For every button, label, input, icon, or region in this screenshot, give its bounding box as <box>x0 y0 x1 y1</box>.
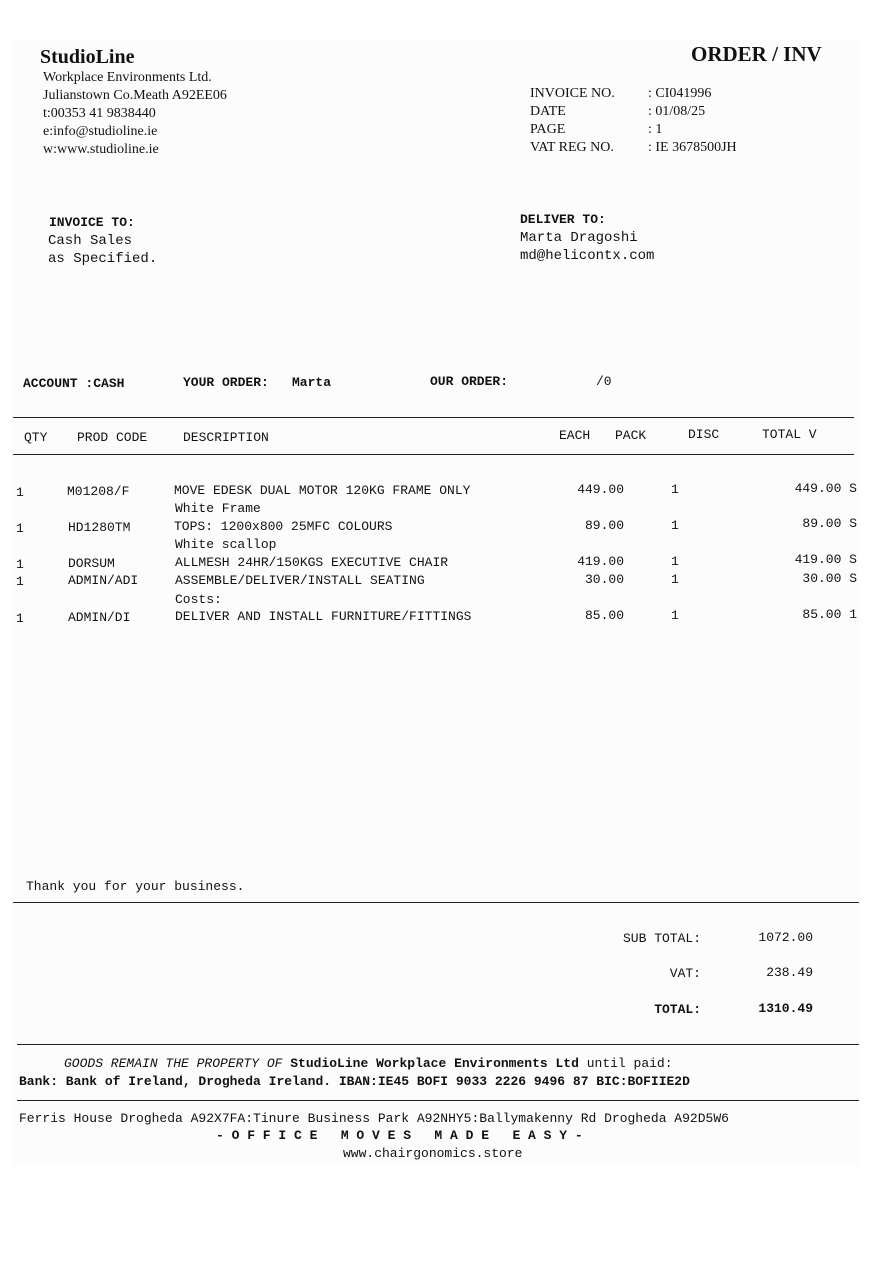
company-web: w:www.studioline.ie <box>43 142 159 157</box>
bank-details: Bank: Bank of Ireland, Drogheda Ireland. IBAN:IE45 BOFI 9033 2226 9496 87 BIC:BOFIIE2D <box>19 1074 690 1089</box>
our-order-label: OUR ORDER: <box>430 374 509 389</box>
meta-label-invoice-no: INVOICE NO. <box>530 86 615 101</box>
item-pack: 1 <box>671 482 679 497</box>
deliver-to-line1: Marta Dragoshi <box>520 230 638 246</box>
footer-mid-rule <box>17 1100 859 1101</box>
item-total: 30.00 S <box>802 571 857 586</box>
item-description: Costs: <box>175 592 222 607</box>
your-order-value: Marta <box>292 375 332 390</box>
meta-value-vat-reg: : IE 3678500JH <box>648 140 737 155</box>
item-each: 89.00 <box>584 518 624 533</box>
col-total: TOTAL V <box>762 427 817 442</box>
col-qty: QTY <box>24 430 48 445</box>
invoice-to-line2: as Specified. <box>48 251 158 267</box>
goods-prefix: GOODS REMAIN THE PROPERTY OF <box>64 1056 283 1071</box>
col-pack: PACK <box>615 428 647 443</box>
slogan: - O F F I C E M O V E S M A D E E A S Y - <box>216 1128 583 1143</box>
account-field <box>23 376 124 391</box>
item-each: 419.00 <box>577 554 624 569</box>
our-order-value: /0 <box>596 374 612 389</box>
meta-label-page: PAGE <box>530 122 566 137</box>
subtotal-value: 1072.00 <box>758 930 813 945</box>
meta-value-page: : 1 <box>648 122 663 137</box>
item-description: MOVE EDESK DUAL MOTOR 120KG FRAME ONLY <box>174 483 471 498</box>
invoice-to-heading: INVOICE TO: <box>49 215 135 230</box>
item-total: 85.00 1 <box>802 607 857 622</box>
item-code: HD1280TM <box>68 520 131 535</box>
item-total: 419.00 S <box>794 552 857 567</box>
meta-label-date: DATE <box>530 104 566 119</box>
item-total: 449.00 S <box>794 481 857 496</box>
item-description: ALLMESH 24HR/150KGS EXECUTIVE CHAIR <box>175 555 449 570</box>
footer-top-rule <box>17 1044 859 1045</box>
item-each: 85.00 <box>584 608 624 623</box>
deliver-to-heading: DELIVER TO: <box>520 212 606 227</box>
item-pack: 1 <box>671 608 679 623</box>
scanned-page <box>13 40 859 1165</box>
item-code: ADMIN/DI <box>68 610 131 625</box>
item-pack: 1 <box>671 554 679 569</box>
table-top-rule <box>13 417 854 418</box>
item-description: DELIVER AND INSTALL FURNITURE/FITTINGS <box>175 609 472 624</box>
item-total: 89.00 S <box>802 516 857 531</box>
vat-label: VAT: <box>669 966 701 981</box>
item-qty: 1 <box>16 557 24 572</box>
item-each: 449.00 <box>577 482 624 497</box>
subtotal-label: SUB TOTAL: <box>622 931 701 946</box>
company-phone: t:00353 41 9838440 <box>43 106 156 121</box>
document-title: ORDER / INV <box>691 42 822 66</box>
item-code: M01208/F <box>67 484 130 499</box>
meta-value-date: : 01/08/25 <box>648 104 706 119</box>
item-qty: 1 <box>16 485 24 500</box>
item-code: ADMIN/ADI <box>68 573 139 588</box>
item-qty: 1 <box>16 611 24 626</box>
meta-value-invoice-no: : CI041996 <box>648 86 712 101</box>
branch-addresses: Ferris House Drogheda A92X7FA:Tinure Business Park A92NHY5:Ballymakenny Rd Drogheda A92D5W6 <box>19 1111 729 1126</box>
item-description: ASSEMBLE/DELIVER/INSTALL SEATING <box>175 573 425 588</box>
company-address: Julianstown Co.Meath A92EE06 <box>43 88 227 103</box>
company-legal-name: Workplace Environments Ltd. <box>43 70 212 85</box>
item-code: DORSUM <box>68 556 115 571</box>
total-value: 1310.49 <box>758 1001 813 1016</box>
item-each: 30.00 <box>584 572 624 587</box>
item-description: TOPS: 1200x800 25MFC COLOURS <box>174 519 393 534</box>
col-disc: DISC <box>688 427 720 442</box>
account-text: ACCOUNT :CASH <box>23 376 125 391</box>
col-prod-code: PROD CODE <box>77 430 148 445</box>
table-header-rule <box>13 454 854 455</box>
item-description: White scallop <box>175 537 277 552</box>
totals-top-rule <box>13 902 859 903</box>
footer-website: www.chairgonomics.store <box>343 1146 523 1161</box>
total-label: TOTAL: <box>654 1002 701 1017</box>
vat-value: 238.49 <box>766 965 813 980</box>
deliver-to-line2: md@helicontx.com <box>520 248 655 264</box>
goods-company: StudioLine Workplace Environments Ltd <box>290 1056 579 1071</box>
col-description: DESCRIPTION <box>183 430 269 445</box>
item-qty: 1 <box>16 574 24 589</box>
company-name: StudioLine <box>40 46 135 68</box>
col-each: EACH <box>559 428 591 443</box>
item-qty: 1 <box>16 521 24 536</box>
thanks-message: Thank you for your business. <box>26 879 245 894</box>
item-description: White Frame <box>175 501 261 516</box>
meta-label-vat-reg: VAT REG NO. <box>530 140 614 155</box>
item-pack: 1 <box>671 518 679 533</box>
your-order-label: YOUR ORDER: <box>183 375 269 390</box>
item-pack: 1 <box>671 572 679 587</box>
goods-notice <box>64 1056 673 1071</box>
invoice-to-line1: Cash Sales <box>48 233 133 249</box>
goods-suffix: until paid: <box>586 1056 673 1071</box>
company-email: e:info@studioline.ie <box>43 124 158 139</box>
